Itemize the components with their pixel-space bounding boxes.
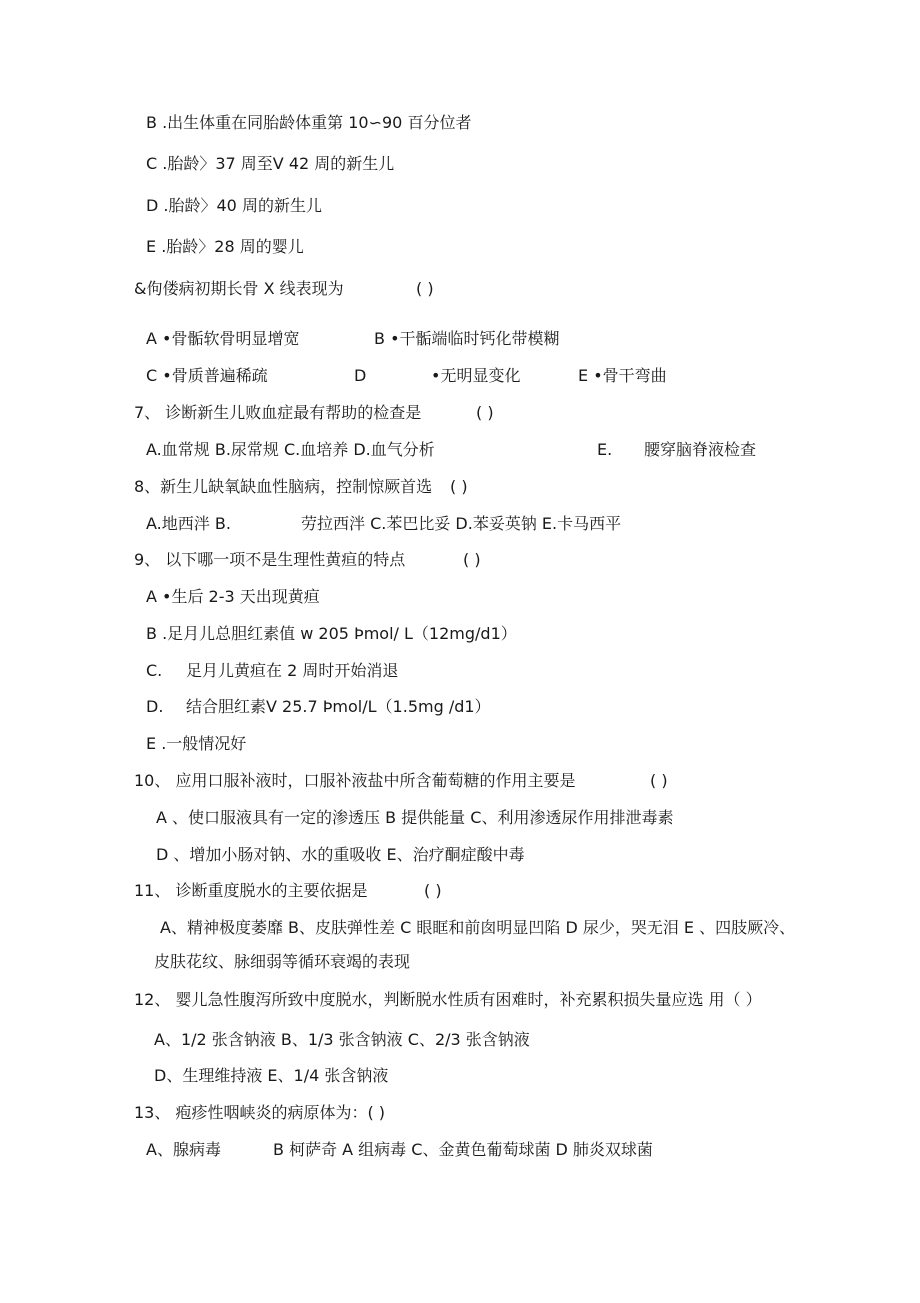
q6-option-c: C •骨质普遍稀疏 bbox=[146, 366, 268, 385]
q8-options-rest: 劳拉西泮 C.苯巴比妥 D.苯妥英钠 E.卡马西平 bbox=[301, 514, 622, 533]
q11-stem: 11、 诊断重度脱水的主要依据是 bbox=[134, 881, 368, 900]
q6-option-d-letter: D bbox=[354, 366, 367, 385]
q6-option-b: B •干骺端临时钙化带模糊 bbox=[374, 329, 560, 348]
q12-options-line1: A、1/2 张含钠液 B、1/3 张含钠液 C、2/3 张含钠液 bbox=[154, 1030, 530, 1049]
q11-options-line2: 皮肤花纹、脉细弱等循环衰竭的表现 bbox=[154, 952, 411, 971]
q9-answer-paren: ( ) bbox=[463, 550, 481, 569]
q5-option-c: C .胎龄〉37 周至Ⅴ 42 周的新生儿 bbox=[146, 154, 395, 173]
q6-answer-paren: ( ) bbox=[416, 279, 434, 298]
q12-options-line2: D、生理维持液 E、1/4 张含钠液 bbox=[154, 1066, 389, 1085]
q13-stem: 13、 疱疹性咽峡炎的病原体为：( ) bbox=[134, 1103, 386, 1122]
q10-stem: 10、 应用口服补液时，口服补液盐中所含葡萄糖的作用主要是 bbox=[134, 771, 576, 790]
q6-option-e: E •骨干弯曲 bbox=[578, 366, 667, 385]
q9-option-a: A •生后 2-3 天出现黄疸 bbox=[146, 587, 320, 606]
q5-option-d: D .胎龄〉40 周的新生儿 bbox=[146, 196, 322, 215]
q6-stem: &佝偻病初期长骨 X 线表现为 bbox=[134, 279, 344, 298]
q8-option-a: A.地西泮 B. bbox=[146, 514, 231, 533]
q6-option-a: A •骨骺软骨明显增宽 bbox=[146, 329, 300, 348]
q7-options: A.血常规 B.尿常规 C.血培养 D.血气分析 bbox=[146, 440, 435, 459]
q8-stem: 8、新生儿缺氧缺血性脑病，控制惊厥首选 bbox=[134, 477, 433, 496]
q11-answer-paren: ( ) bbox=[424, 881, 442, 900]
q9-option-d-letter: D. bbox=[146, 697, 164, 716]
q10-answer-paren: ( ) bbox=[650, 771, 668, 790]
q9-option-d-text: 结合胆红素Ⅴ 25.7 Þmol/L（1.5mg /d1） bbox=[186, 697, 491, 716]
q8-answer-paren: ( ) bbox=[450, 477, 468, 496]
q7-stem: 7、 诊断新生儿败血症最有帮助的检查是 bbox=[134, 403, 422, 422]
q9-option-c-letter: C. bbox=[146, 661, 163, 680]
q5-option-b: B .出生体重在同胎龄体重第 10∽90 百分位者 bbox=[146, 113, 472, 132]
q10-options-line2: D 、增加小肠对钠、水的重吸收 E、治疗酮症酸中毒 bbox=[156, 845, 525, 864]
q6-option-d-text: •无明显变化 bbox=[431, 366, 521, 385]
q13-option-a: A、腺病毒 bbox=[146, 1140, 221, 1159]
q9-option-c-text: 足月儿黄疸在 2 周时开始消退 bbox=[186, 661, 399, 680]
q5-option-e: E .胎龄〉28 周的婴儿 bbox=[146, 237, 304, 256]
q10-options-line1: A 、使口服液具有一定的渗透压 B 提供能量 C、利用渗透尿作用排泄毒素 bbox=[156, 808, 674, 827]
q13-options-rest: B 柯萨奇 A 组病毒 C、金黄色葡萄球菌 D 肺炎双球菌 bbox=[273, 1140, 653, 1159]
q11-options-line1: A、精神极度萎靡 B、皮肤弹性差 C 眼眶和前囱明显凹陷 D 尿少，哭无泪 E 、四肢厥冷、 bbox=[160, 918, 796, 937]
q9-option-b: B .足月儿总胆红素值 w 205 Þmol/ L（12mg/d1） bbox=[146, 624, 517, 643]
q9-option-e: E .一般情况好 bbox=[146, 734, 247, 753]
q12-stem: 12、 婴儿急性腹泻所致中度脱水，判断脱水性质有困难时，补充累积损失量应选 用（ ） bbox=[134, 990, 762, 1009]
q7-option-e-text: 腰穿脑脊液检查 bbox=[644, 440, 757, 459]
q9-stem: 9、 以下哪一项不是生理性黄疸的特点 bbox=[134, 550, 406, 569]
q7-answer-paren: ( ) bbox=[476, 403, 494, 422]
q7-option-e-letter: E. bbox=[597, 440, 613, 459]
